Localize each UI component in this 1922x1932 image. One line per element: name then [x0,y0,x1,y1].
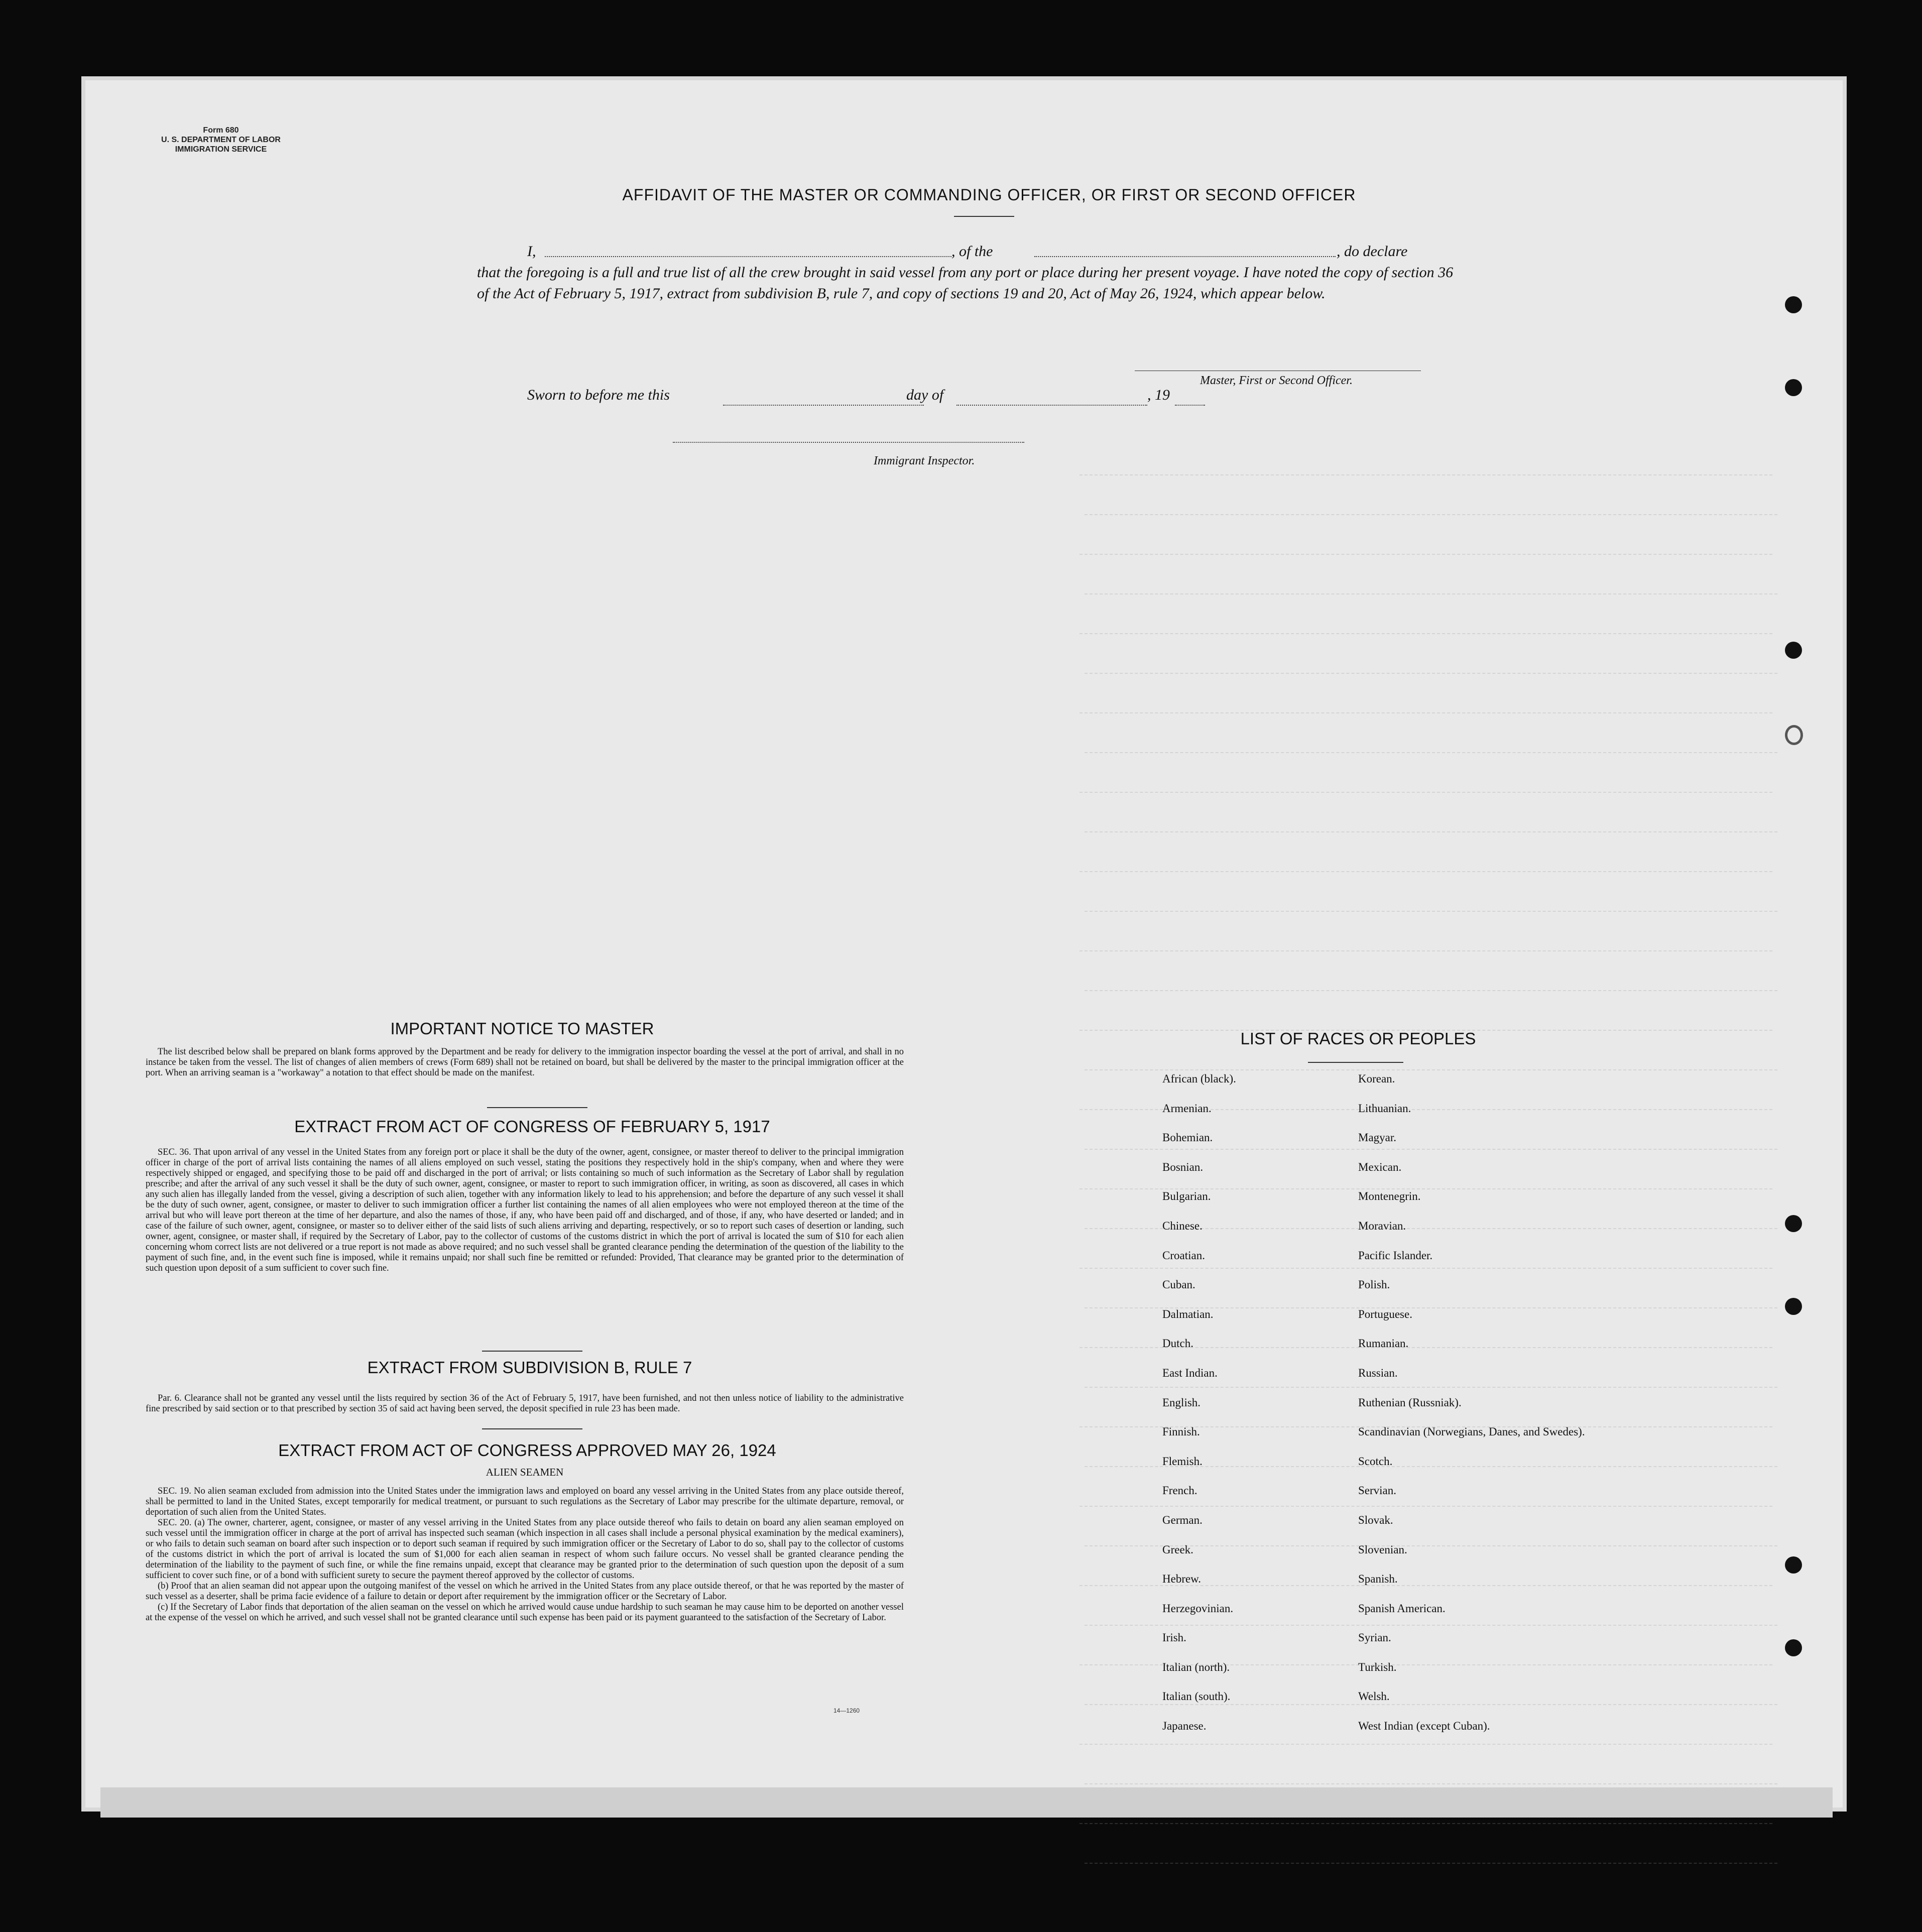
name-blank [545,256,951,257]
bleed-through-row [1079,1015,1772,1031]
race-item: Bohemian. [1162,1131,1213,1144]
race-item: Scotch. [1358,1455,1393,1468]
race-item: Flemish. [1162,1455,1203,1468]
rule-7-rule [482,1428,582,1429]
form-identifier [146,126,296,155]
race-item: Bulgarian. [1162,1190,1211,1203]
race-item: Italian (north). [1162,1660,1230,1673]
race-item: Lithuanian. [1358,1102,1411,1115]
race-item: Italian (south). [1162,1690,1231,1703]
inspector-signature-line [673,442,1024,443]
affidavit-i: I, [527,243,536,260]
race-item: Portuguese. [1358,1307,1412,1320]
race-item: Spanish American. [1358,1602,1446,1615]
bleed-through-row [1085,658,1777,674]
bleed-through-row [1079,935,1772,951]
races-heading: LIST OF RACES OR PEOPLES [1240,1029,1476,1048]
service-name: IMMIGRATION SERVICE [175,145,267,154]
affidavit-body [477,241,1456,304]
race-item: Armenian. [1162,1102,1212,1115]
extract-1917-text [146,1147,904,1274]
race-item: Irish. [1162,1631,1186,1644]
race-item: Ruthenian (Russniak). [1358,1396,1462,1409]
race-item: Turkish. [1358,1660,1397,1673]
notice-rule [487,1107,587,1108]
section-20a-paragraph: SEC. 20. (a) The owner, charterer, agent, consignee, or master of any vessel arriving in the United States from any place outside thereof who fails to detain on board any alien seaman employed on such vessel until the immigration officer in charge at the port of arrival has inspected such seaman (which inspection in all cases shall include a personal physical examination by the medical examiners), or who fails to detain such seaman on board after such inspection or to deport such seaman if required by such immigration officer or the Secretary of Labor to do so, shall pay to the collector of customs of the customs district in which the port of arrival is located the sum of $1,000 for each alien seaman in respect of whom such failure occurs. No vessel shall be granted clearance pending the determination of the liability to the payment of such fine, or while the fine remains unpaid, except that clearance may be granted prior to the determination of such question upon the deposit of a sum sufficient to cover such fine, or of a bond with sufficient surety to secure the payment thereof approved by the collector of customs. [146,1518,904,1581]
binder-hole [1785,1556,1802,1574]
section-36-paragraph: SEC. 36. That upon arrival of any vessel in the United States from any foreign port or place it shall be the duty of the owner, agent, consignee, or master thereof to deliver to the principal immigration officer in charge of the port of arrival lists containing the names of all aliens employed on such vessel, stating the positions they respectively hold in the ship's company, when and where they were respectively shipped or engaged, and specifying those to be paid off and discharged in the port of arrival; or lists containing so much of such information as the Secretary of Labor shall by regulation prescribe; and after the arrival of any such vessel it shall be the duty of such owner, agent, consignee, or master to report to such immigration officer, in writing, as soon as discovered, all cases in which any such alien has illegally landed from the vessel, giving a description of such alien, together with any information likely to lead to his apprehension; and before the departure of any such vessel it shall be the duty of such owner, agent, consignee, or master to deliver to such immigration officer a further list containing the names of all alien employees who were not employed thereon at the time of the arrival but who will leave port thereon at the time of her departure, and also the names of those, if any, who have been paid off and discharged, and of those, if any, who have deserted or landed; and in case of the failure of such owner, agent, consignee, or master so to deliver either of the said lists of such aliens arriving and departing, respectively, or so to report such cases of desertion or landing, such owner, agent, consignee, or master shall, if required by the Secretary of Labor, pay to the collector of customs of the customs district in which the port of arrival is located the sum of $10 for each alien concerning whom correct lists are not delivered or a true report is not made as above required; and no such vessel shall be granted clearance pending the determination of the question of the liability to the payment of such fine, and, in the event such fine is imposed, while it remains unpaid; nor shall such fine be remitted or refunded: Provided, That clearance may be granted prior to the determination of such question upon deposit of a sum sufficient to cover such fine. [146,1147,904,1273]
master-label: Master, First or Second Officer. [1200,374,1353,387]
race-item: Moravian. [1358,1219,1406,1232]
race-item: Polish. [1358,1278,1390,1291]
race-item: French. [1162,1484,1197,1497]
race-item: Montenegrin. [1358,1190,1421,1203]
race-item: Chinese. [1162,1219,1203,1232]
binder-hole [1785,642,1802,659]
race-item: East Indian. [1162,1366,1218,1379]
notice-heading: IMPORTANT NOTICE TO MASTER [390,1019,654,1038]
race-item: West Indian (except Cuban). [1358,1720,1490,1733]
race-item: Greek. [1162,1543,1193,1556]
printer-code: 14—1260 [833,1707,860,1714]
binder-hole [1785,725,1803,745]
affidavit-first-line [477,241,1456,262]
section-19-paragraph: SEC. 19. No alien seaman excluded from admission into the United States under the immigration laws and employed on board any vessel arriving in the United States from any place outside thereof, shall be permitted to land in the United States, except temporarily for medical treatment, or pursuant to such regulations as the Secretary of Labor may prescribe for the ultimate departure, removal, or deportation of such alien from the United States. [146,1486,904,1517]
sworn-year-label: , 19 [1147,387,1170,403]
race-item: Cuban. [1162,1278,1195,1291]
inspector-label: Immigrant Inspector. [874,454,975,467]
binder-hole [1785,296,1802,313]
race-item: Spanish. [1358,1573,1398,1586]
race-item: African (black). [1162,1072,1236,1085]
bleed-through-row [1085,499,1777,515]
race-item: Slovenian. [1358,1543,1407,1556]
sworn-year-blank [1175,405,1205,406]
bleed-through-row [1079,618,1772,634]
race-item: Dalmatian. [1162,1307,1214,1320]
bleed-through-row [1079,459,1772,475]
bleed-through-row [1079,856,1772,872]
sworn-day-label: day of [906,387,944,403]
bleed-through-row [1079,1808,1772,1824]
notice-text [146,1047,904,1078]
race-item: Mexican. [1358,1160,1402,1173]
section-20c-paragraph: (c) If the Secretary of Labor finds that deportation of the alien seaman on the vessel on which he arrived would cause undue hardship to such seaman he may cause him to be deported on another vessel at the expense of the vessel on which he arrived, and such vessel shall not be granted clearance until such expense has been paid or its payment guaranteed to the satisfaction of the Secretary of Labor. [146,1602,904,1623]
race-item: Korean. [1358,1072,1395,1085]
races-rule [1308,1062,1403,1063]
bleed-through-row [1085,1054,1777,1070]
race-item: Rumanian. [1358,1337,1409,1350]
bleed-through-row [1085,1848,1777,1864]
race-item: Russian. [1358,1366,1398,1379]
title-rule [954,216,1014,217]
extract-1917-rule [482,1351,582,1352]
race-item: English. [1162,1396,1201,1409]
bleed-through-row [1085,896,1777,912]
sworn-day-blank [723,405,924,406]
race-item: German. [1162,1513,1203,1526]
race-item: Bosnian. [1162,1160,1204,1173]
binder-hole [1785,379,1802,396]
notice-paragraph: The list described below shall be prepared on blank forms approved by the Department and be ready for delivery to the immigration inspector boarding the vessel at the port of arrival, and shall in no instance be taken from the vessel. The list of changes of alien members of crews (Form 689) shall not be retained on board, but shall be delivered by the master to the principal immigration officer at the port. When an arriving seaman is a "workaway" a notation to that effect should be made on the manifest. [146,1047,904,1078]
rule-7-heading: EXTRACT FROM SUBDIVISION B, RULE 7 [367,1358,692,1377]
race-item: Welsh. [1358,1690,1390,1703]
sworn-prefix: Sworn to before me this [527,387,670,403]
alien-seamen-subheading: ALIEN SEAMEN [486,1466,564,1478]
affidavit-declare: , do declare [1337,243,1408,260]
race-item: Dutch. [1162,1337,1193,1350]
race-item: Hebrew. [1162,1573,1202,1586]
vessel-blank [1034,256,1336,257]
binder-hole [1785,1215,1802,1232]
race-item: Herzegovinian. [1162,1602,1234,1615]
form-number: Form 680 [203,126,239,135]
races-right-column [1358,1072,1594,1749]
race-item: Pacific Islander. [1358,1249,1433,1262]
race-item: Finnish. [1162,1425,1200,1438]
races-left-column [1162,1072,1343,1749]
race-item: Croatian. [1162,1249,1205,1262]
race-item: Japanese. [1162,1720,1207,1733]
race-item: Servian. [1358,1484,1397,1497]
race-item: Slovak. [1358,1513,1393,1526]
bleed-through-row [1085,975,1777,991]
bleed-through-row [1085,1768,1777,1784]
binder-hole [1785,1639,1802,1656]
extract-1917-heading: EXTRACT FROM ACT OF CONGRESS OF FEBRUARY 5, 1917 [294,1117,770,1136]
race-item: Magyar. [1358,1131,1397,1144]
extract-1924-heading: EXTRACT FROM ACT OF CONGRESS APPROVED MAY 26, 1924 [278,1441,776,1460]
bleed-through-row [1085,578,1777,594]
affidavit-title: AFFIDAVIT OF THE MASTER OR COMMANDING OFFICER, OR FIRST OR SECOND OFFICER [622,186,1356,204]
sworn-line [527,387,1230,404]
extract-1924-text [146,1486,904,1623]
bleed-through-row [1079,539,1772,555]
department-name: U. S. DEPARTMENT OF LABOR [161,136,281,145]
rule-7-paragraph: Par. 6. Clearance shall not be granted any vessel until the lists required by section 36 of the Act of February 5, 1917, have been furnished, and not then unless notice of liability to the administrative fine prescribed by said section or to that prescribed by section 35 of said act having been served, the deposit specified in rule 23 has been made. [146,1393,904,1414]
affidavit-statement: that the foregoing is a full and true list of all the crew brought in said vessel from any port or place during her present voyage. I have noted the copy of section 36 of the Act of February 5, 1917, extract from subdivision B, rule 7, and copy of sections 19 and 20, Act of May 26, 1924, which appear below. [477,264,1454,302]
race-item: Syrian. [1358,1631,1391,1644]
rule-7-text [146,1393,904,1414]
bleed-through-row [1085,816,1777,832]
affidavit-of-the: , of the [951,243,993,260]
bleed-through-row [1079,697,1772,713]
bleed-through-row [1079,777,1772,793]
race-item: Scandinavian (Norwegians, Danes, and Swedes). [1358,1425,1585,1438]
binder-hole [1785,1298,1802,1315]
bleed-through-row [1085,737,1777,753]
section-20b-paragraph: (b) Proof that an alien seaman did not appear upon the outgoing manifest of the vessel on which he arrived in the United States from any place outside thereof, or that he was reported by the master of such vessel as a deserter, shall be prima facie evidence of a failure to detain or deport after requirement by the immigration officer or the Secretary of Labor. [146,1581,904,1602]
sworn-month-blank [956,405,1147,406]
